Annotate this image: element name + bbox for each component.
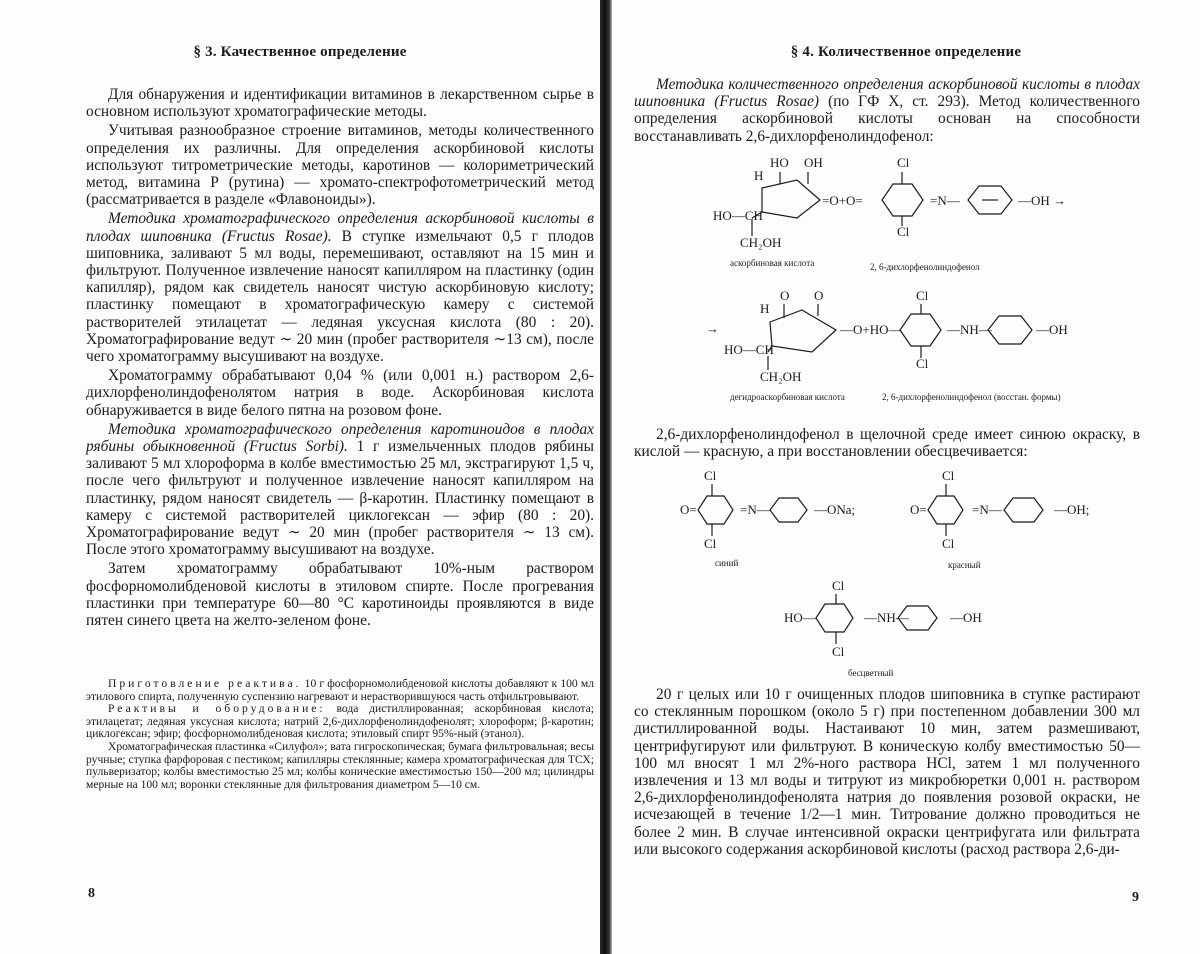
phenol-ring <box>770 498 807 522</box>
color-label: бесцветный <box>848 668 894 678</box>
lactone-ring <box>770 310 836 352</box>
quinone-ring <box>928 496 963 524</box>
compound-label: аскорбиновая кислота <box>730 258 815 268</box>
paragraph: 2,6-дихлорфенолиндофенол в щелочной среде имеет синюю окраску, в кислой — красную, а при восстановлении обесцвечивается: <box>634 426 1140 461</box>
right-intro <box>634 76 1140 145</box>
ch2oh-label: CH₂OH <box>760 369 802 384</box>
quinone-ring <box>698 496 733 524</box>
amine-label: —NH— <box>864 610 909 625</box>
book-spine <box>600 0 612 954</box>
compound-label: 2, 6-дихлорфенолиндофенол (восстан. формы) <box>882 392 1061 402</box>
imine-label: =N— <box>740 502 770 517</box>
note: Хроматографическая пластинка «Силуфол»; вата гигроскопическая; бумага фильтровальная; весы ручные; ступка фарфоровая с пестиком; капилляры стеклянные; камера хроматографическая для ТСХ; пульверизатор; колбы вместимостью 25 мл; колбы конические вместимостью 150—200 мл; цилиндры мерные на 100 мл; воронки стеклянные для фильтрования диаметром 5—10 см. <box>86 739 594 791</box>
compound-label: 2, 6-дихлорфенолиндофенол <box>870 262 980 272</box>
method-title: Методика хроматографического определения аскорбиновой кислоты в плодах шиповника (Fructus Rosae). <box>86 210 594 245</box>
reaction-plus: =O+O= <box>822 193 863 208</box>
imine-label: =N— <box>930 193 960 208</box>
carbonyl-label: O= <box>910 502 927 517</box>
method-body: (по ГФ X, ст. 293). Метод количественного определения аскорбиновой кислоты основан на способности восстанавливать 2,6-дихлорфенолиндофенол: <box>634 93 1140 145</box>
note-label: Приготовление реактива. <box>108 677 302 690</box>
compound-label: дегидроаскорбиновая кислота <box>730 392 845 402</box>
right-heading: § 4. Количественное определение <box>790 44 1022 60</box>
quinone-ring <box>882 184 923 216</box>
left-main-text <box>86 86 594 629</box>
lactone-ring <box>762 180 820 218</box>
phenol-ring <box>900 314 941 346</box>
hydrogen-label: H <box>754 168 764 183</box>
color-label: синий <box>715 558 739 568</box>
hydroxyl-label: —OH <box>1036 322 1068 337</box>
page-number: 8 <box>88 886 95 901</box>
amine-label: —NH— <box>947 322 992 337</box>
paragraph: Для обнаружения и идентификации витаминов в лекарственном сырье в основном используют хроматографические методы. <box>86 86 594 121</box>
method-title: Методика количественного определения аскорбиновой кислоты в плодах шиповника (Fructus Rosae) <box>634 76 1140 111</box>
page-number: 9 <box>1132 890 1139 905</box>
right-page <box>612 0 1200 954</box>
method-title: Методика хроматографического определения каротиноидов в плодах рябины обыкновенной (Fructus Sorbi). <box>86 420 594 456</box>
color-label: красный <box>948 560 981 570</box>
chlorine-label: Cl <box>897 224 910 239</box>
note-body: 10 г фосфорномолибденовой кислоты добавляют к 100 мл этилового спирта, полученную суспензию нагревают и нерастворившуюся часть отфильтровывают. <box>86 677 594 703</box>
method-body: В ступке измельчают 0,5 г плодов шиповника, заливают 5 мл воды, перемешивают, оставляют на 15 мин и фильтруют. Полученное извлечение наносят капилляром на пластинку (один капилляр), рядом как свидетель наносят чистую аскорбиновую кислоту; пластинку помещают в хроматографическую камеру с системой растворителей этилацетат — ледяная уксусная кислота (80 : 20). Хроматографирование ведут ∼ 20 мин (пробег растворителя ∼13 см), после чего хроматограмму высушивают на воздухе. <box>86 227 594 366</box>
note <box>86 703 594 741</box>
left-heading: § 3. Качественное определение <box>193 44 407 60</box>
hydroxyl-label: OH <box>804 155 823 170</box>
paragraph: Затем хроматограмму обрабатывают 10%-ным раствором фосфорномолибденовой кислоты в этиловом спирте. После прогревания пластинки при температуре 60—80 °С каротиноиды проявляются в виде пятен синего цвета на желто-зеленом фоне. <box>86 560 594 630</box>
chlorine-label: Cl <box>916 288 929 303</box>
right-bottom-text <box>634 686 1140 858</box>
chlorine-label: Cl <box>704 468 717 483</box>
chlorine-label: Cl <box>916 356 929 371</box>
method-body: 1 г измельченных плодов рябины заливают 5 мл хлороформа в колбе вместимостью 25 мл, экстрагируют 1,5 ч, после чего фильтруют и полученное извлечение наносят капилляром на пластинку, рядом наносят свидетель — β-каротин. Пластинку помещают в камеру с системой растворителей циклогексан — эфир (80 : 20). Хроматографирование ведут ∼ 20 мин (пробег растворителя ∼ 13 см). После этого хроматограмму высушивают на воздухе. <box>86 438 594 559</box>
reaction-plus: —O+HO— <box>840 322 902 337</box>
arrow: → <box>706 321 719 336</box>
hydrogen-label: H <box>760 301 770 316</box>
chlorine-label: Cl <box>832 644 845 659</box>
hydroxyl-label: —OH; <box>1054 502 1090 517</box>
hydroxyl-label: HO— <box>784 610 816 625</box>
oxygen-label: O <box>814 288 824 303</box>
oxygen-label: O <box>780 288 790 303</box>
chlorine-label: Cl <box>832 578 845 593</box>
paragraph <box>86 421 594 559</box>
hydroxyl-arrow: —OH → <box>1018 193 1067 208</box>
note-body: вода дистиллированная; аскорбиновая кислота; этилацетат; ледяная уксусная кислота; натрий 2,6-дихлорфенолиндофенолят; хлороформ; β-каротин; циклогексан; эфир; фосфорномолибденовая кислота; этиловый спирт 95%-ный (этанол). <box>86 702 595 741</box>
hydroxyl-ch-label: HO—CH <box>713 208 763 223</box>
paragraph: Хроматограмму обрабатывают 0,04 % (или 0,001 н.) раствором 2,6-дихлорфенолиндофенолятом натрия в воде. Аскорбиновая кислота обнаруживается в виде белого пятна на розовом фоне. <box>86 367 594 419</box>
ch2oh-label: CH₂OH <box>740 235 782 250</box>
carbonyl-label: O= <box>680 502 697 517</box>
paragraph: 20 г целых или 10 г очищенных плодов шиповника в ступке растирают со стеклянным порошком (около 5 г) при постепенном добавлении 300 мл дистиллированной воды. Настаивают 10 мин, затем размешивают, центрифугируют или фильтруют. В коническую колбу вместимостью 50—100 мл вносят 1 мл 2%-ного раствора HCl, затем 1 мл полученного извлечения и 13 мл воды и титруют из микробюретки 0,001 н. раствором 2,6-дихлорфенолиндофенолята натрия до появления розовой окраски, не исчезающей в течение 1/2—1 мин. Титрование должно проводиться не более 2 мин. В случае интенсивной окраски центрифугата или фильтрата или высокого содержания аскорбиновой кислоты (расход раствора 2,6-ди- <box>634 686 1140 858</box>
hydroxyl-ch-label: HO—CH <box>724 342 774 357</box>
note-label: Реактивы и оборудование: <box>108 702 326 716</box>
note <box>86 678 594 703</box>
chlorine-label: Cl <box>942 536 955 551</box>
chlorine-label: Cl <box>704 536 717 551</box>
paragraph: Учитывая разнообразное строение витаминов, методы количественного определения их различны. Для определения аскорбиновой кислоты используют титрометрические методы, каротинов — колориметрический метод, витамина Р (рутина) — хромато-спектрофотометрический метод (рассматривается в разделе «Флавоноиды»). <box>86 122 594 209</box>
hydroxyl-label: HO <box>770 155 789 170</box>
color-forms-scheme <box>612 464 1200 684</box>
chlorine-label: Cl <box>897 155 910 170</box>
hydroxyl-label: —OH <box>950 610 982 625</box>
phenol-ring <box>816 604 853 632</box>
phenol-ring <box>988 316 1032 344</box>
left-notes <box>86 678 594 791</box>
right-middle <box>634 426 1140 460</box>
paragraph <box>634 76 1140 145</box>
imine-label: =N— <box>972 502 1002 517</box>
chlorine-label: Cl <box>942 468 955 483</box>
phenol-ring <box>1004 498 1043 522</box>
sodium-phenolate-label: —ONa; <box>814 502 856 517</box>
paragraph <box>86 210 594 365</box>
